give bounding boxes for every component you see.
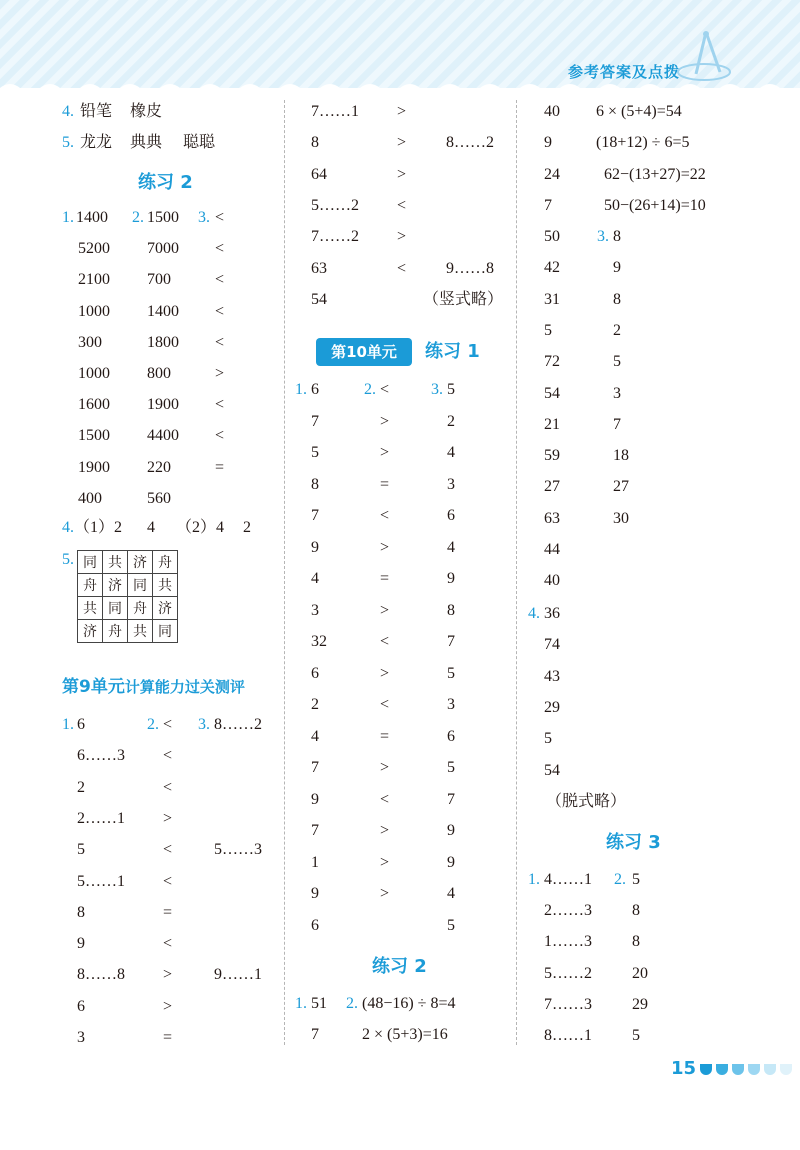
answer-cell: > bbox=[397, 228, 407, 246]
question-number: 1. bbox=[62, 209, 74, 226]
grid-cell: 济 bbox=[153, 597, 178, 620]
answer-cell: 74 bbox=[544, 636, 560, 654]
answer-cell: 5……3 bbox=[214, 841, 262, 859]
answer-cell: = bbox=[380, 570, 390, 587]
answer-cell: 560 bbox=[147, 489, 171, 507]
grid-cell: 同 bbox=[128, 574, 153, 597]
answer-cell: 2……1 bbox=[77, 809, 125, 827]
grid-cell: 舟 bbox=[153, 551, 178, 574]
answer-cell: 27 bbox=[544, 478, 560, 496]
answer-cell: 27 bbox=[613, 478, 629, 496]
answer-cell: 29 bbox=[632, 995, 648, 1013]
answer-cell: 8 bbox=[77, 903, 85, 921]
answer-cell: 2 bbox=[447, 412, 455, 430]
section-title-unit9 bbox=[62, 675, 245, 699]
question-number: 3. bbox=[198, 209, 210, 226]
answer-cell: 4……1 bbox=[544, 871, 592, 888]
answer-cell: 5 bbox=[447, 916, 455, 934]
answer-cell: > bbox=[215, 365, 225, 382]
answer-cell: 5 bbox=[544, 321, 552, 339]
question-number: 4. bbox=[528, 605, 540, 622]
grid-cell: 舟 bbox=[103, 620, 128, 643]
answer-cell: < bbox=[380, 507, 390, 524]
answer-cell: 220 bbox=[147, 458, 171, 476]
question-number: 2. bbox=[346, 995, 358, 1012]
column-divider-1 bbox=[284, 100, 285, 1045]
answer-cell: （竖式略） bbox=[423, 290, 504, 308]
answer-cell: 29 bbox=[544, 698, 560, 716]
answer-cell: < bbox=[163, 747, 173, 765]
answer-cell: 5 bbox=[613, 353, 621, 371]
answer-cell: 7……1 bbox=[311, 103, 359, 120]
ex2-q4-part1: （1）2 bbox=[74, 519, 123, 536]
answer-cell: 3 bbox=[613, 384, 621, 402]
answer-cell: 1……3 bbox=[544, 933, 592, 951]
grid-cell: 共 bbox=[103, 551, 128, 574]
answer-cell: 9 bbox=[311, 790, 319, 808]
section-title-ex2: 练习 2 bbox=[138, 172, 193, 193]
answer-cell: 8 bbox=[447, 601, 455, 619]
answer-cell: 300 bbox=[78, 333, 102, 351]
answer-cell: 8 bbox=[311, 134, 319, 152]
grid-cell: 舟 bbox=[78, 574, 103, 597]
answer-cell: 63 bbox=[311, 259, 327, 277]
answer-cell: 6 bbox=[77, 997, 85, 1015]
answer-cell: < bbox=[215, 427, 225, 445]
q5-answer: 典典 bbox=[130, 134, 163, 151]
answer-cell: 9 bbox=[447, 570, 455, 587]
answer-cell: 20 bbox=[632, 964, 648, 982]
ex2-q4-part2: （2）4 bbox=[176, 519, 225, 536]
answer-cell: 40 bbox=[544, 572, 560, 590]
answer-cell: > bbox=[380, 412, 390, 430]
section-title-ex3: 练习 3 bbox=[606, 832, 661, 853]
answer-cell: > bbox=[380, 822, 390, 839]
answer-cell: 9 bbox=[311, 538, 319, 556]
answer-cell: 800 bbox=[147, 365, 171, 382]
answer-cell: 7 bbox=[613, 415, 621, 433]
answer-cell: 54 bbox=[311, 290, 327, 308]
answer-cell: 1400 bbox=[76, 209, 108, 226]
q4-answer: 橡皮 bbox=[130, 103, 163, 120]
answer-cell: = bbox=[163, 1029, 173, 1046]
answer-cell: > bbox=[163, 809, 173, 827]
answer-cell: 6 bbox=[311, 916, 319, 934]
answer-cell: 43 bbox=[544, 667, 560, 685]
column-divider-2 bbox=[516, 100, 517, 1045]
answer-cell: 1600 bbox=[78, 396, 110, 414]
answer-cell: < bbox=[163, 841, 173, 859]
header-wave bbox=[0, 80, 800, 88]
answer-cell: 9 bbox=[311, 885, 319, 902]
question-number: 3. bbox=[198, 716, 210, 733]
answer-cell: < bbox=[163, 778, 173, 796]
answer-cell: 5 bbox=[447, 664, 455, 682]
answer-cell: < bbox=[397, 196, 407, 214]
answer-cell: > bbox=[380, 885, 390, 902]
q5-number: 5. bbox=[62, 134, 74, 151]
answer-cell: 1000 bbox=[78, 302, 110, 320]
q5-answer: 聪聪 bbox=[183, 134, 216, 151]
answer-cell: < bbox=[163, 716, 173, 733]
question-number: 1. bbox=[295, 381, 307, 398]
answer-cell: < bbox=[215, 240, 225, 258]
answer-cell: 7……3 bbox=[544, 995, 592, 1013]
answer-cell: 2 bbox=[613, 321, 621, 339]
ex2-q4-number: 4. bbox=[62, 519, 74, 536]
answer-cell: 8 bbox=[632, 933, 640, 951]
answer-cell: 6 bbox=[447, 507, 455, 524]
answer-cell: 5 bbox=[632, 871, 640, 888]
answer-cell: 5 bbox=[447, 759, 455, 776]
answer-cell: < bbox=[215, 302, 225, 320]
answer-cell: 9……8 bbox=[446, 259, 494, 277]
answer-cell: 9 bbox=[447, 822, 455, 839]
answer-cell: = bbox=[380, 727, 390, 745]
answer-cell: 9 bbox=[77, 935, 85, 953]
answer-cell: 3 bbox=[447, 475, 455, 493]
answer-cell: < bbox=[380, 790, 390, 808]
answer-cell: > bbox=[397, 165, 407, 183]
grid-cell: 共 bbox=[153, 574, 178, 597]
unit9-label: 第9单元 bbox=[62, 677, 125, 697]
answer-cell: 1400 bbox=[147, 302, 179, 320]
answer-cell: 5 bbox=[447, 381, 455, 398]
question-number: 1. bbox=[528, 871, 540, 888]
q4-answer: 铅笔 bbox=[80, 103, 113, 120]
answer-cell: 1500 bbox=[147, 209, 179, 226]
grid-cell: 共 bbox=[78, 597, 103, 620]
answer-cell: 2 bbox=[311, 696, 319, 713]
ex2-q4-part1b: 4 bbox=[147, 519, 155, 536]
answer-cell: 72 bbox=[544, 353, 560, 371]
answer-cell: 7 bbox=[311, 1026, 319, 1043]
grid-cell: 济 bbox=[78, 620, 103, 643]
answer-cell: 4 bbox=[447, 885, 455, 902]
answer-cell: 31 bbox=[544, 290, 560, 308]
answer-cell: > bbox=[380, 601, 390, 619]
answer-cell: < bbox=[163, 935, 173, 953]
answer-cell: 62−(13+27)=22 bbox=[604, 165, 706, 183]
q5-answer: 龙龙 bbox=[80, 134, 113, 151]
answer-cell: 30 bbox=[613, 509, 629, 527]
answer-cell: > bbox=[380, 853, 390, 871]
compass-icon bbox=[676, 28, 736, 88]
answer-cell: > bbox=[380, 759, 390, 776]
grid-cell: 舟 bbox=[128, 597, 153, 620]
question-number: 2. bbox=[147, 716, 159, 733]
answer-cell: 2……3 bbox=[544, 902, 592, 920]
answer-cell: > bbox=[397, 134, 407, 152]
answer-cell: 64 bbox=[311, 165, 327, 183]
answer-cell: (48−16) ÷ 8=4 bbox=[362, 995, 456, 1012]
answer-cell: 5 bbox=[544, 730, 552, 748]
answer-cell: 700 bbox=[147, 271, 171, 289]
grid-cell: 济 bbox=[128, 551, 153, 574]
answer-cell: 400 bbox=[78, 489, 102, 507]
answer-cell: 5 bbox=[632, 1027, 640, 1044]
answer-cell: < bbox=[215, 271, 225, 289]
answer-cell: < bbox=[215, 209, 225, 226]
answer-cell: 5……2 bbox=[544, 964, 592, 982]
answer-cell: > bbox=[380, 664, 390, 682]
answer-cell: 54 bbox=[544, 761, 560, 779]
answer-cell: 2 × (5+3)=16 bbox=[362, 1026, 448, 1043]
answer-cell: 54 bbox=[544, 384, 560, 402]
unit10-badge: 第10单元 bbox=[316, 338, 412, 366]
answer-cell: < bbox=[380, 633, 390, 650]
answer-cell: 4 bbox=[447, 444, 455, 461]
answer-cell: > bbox=[397, 103, 407, 120]
answer-cell: 6 bbox=[447, 727, 455, 745]
answer-cell: 3 bbox=[311, 601, 319, 619]
header-banner bbox=[0, 0, 800, 88]
answer-cell: 21 bbox=[544, 415, 560, 433]
answer-cell: 32 bbox=[311, 633, 327, 650]
answer-cell: 1000 bbox=[78, 365, 110, 382]
unit9-subtitle: 计算能力过关测评 bbox=[124, 678, 245, 696]
answer-cell: < bbox=[215, 333, 225, 351]
answer-cell: 5……2 bbox=[311, 196, 359, 214]
answer-cell: 59 bbox=[544, 447, 560, 465]
grid-cell: 济 bbox=[103, 574, 128, 597]
answer-cell: 5200 bbox=[78, 240, 110, 258]
question-number: 3. bbox=[431, 381, 443, 398]
answer-cell: = bbox=[163, 903, 173, 921]
answer-cell: < bbox=[163, 872, 173, 890]
answer-cell: > bbox=[163, 997, 173, 1015]
answer-cell: 1900 bbox=[147, 396, 179, 414]
question-number: 2. bbox=[614, 871, 626, 888]
answer-cell: 7 bbox=[311, 412, 319, 430]
answer-cell: > bbox=[380, 538, 390, 556]
answer-cell: 6 bbox=[311, 381, 319, 398]
section-title-ex2b: 练习 2 bbox=[372, 956, 427, 977]
answer-cell: 1900 bbox=[78, 458, 110, 476]
answer-cell: 7 bbox=[311, 822, 319, 839]
answer-cell: 8……2 bbox=[214, 716, 262, 733]
question-number: 2. bbox=[132, 209, 144, 226]
answer-cell: 42 bbox=[544, 259, 560, 277]
grid-cell: 同 bbox=[153, 620, 178, 643]
ex2-q5-number: 5. bbox=[62, 551, 74, 568]
answer-cell: 4 bbox=[311, 727, 319, 745]
answer-cell: 1 bbox=[311, 853, 319, 871]
answer-cell: 24 bbox=[544, 165, 560, 183]
answer-cell: (18+12) ÷ 6=5 bbox=[596, 134, 690, 152]
answer-cell: 6……3 bbox=[77, 747, 125, 765]
answer-cell: 44 bbox=[544, 541, 560, 558]
answer-cell: 50−(26+14)=10 bbox=[604, 196, 706, 214]
answer-cell: 1800 bbox=[147, 333, 179, 351]
question-number: 1. bbox=[62, 716, 74, 733]
answer-cell: 36 bbox=[544, 605, 560, 622]
answer-cell: 4 bbox=[311, 570, 319, 587]
answer-cell: 7 bbox=[447, 633, 455, 650]
header-title: 参考答案及点拨 bbox=[567, 63, 680, 81]
answer-cell: 8 bbox=[613, 228, 621, 245]
answer-cell: 51 bbox=[311, 995, 327, 1012]
answer-cell: 8……8 bbox=[77, 966, 125, 984]
answer-cell: < bbox=[215, 396, 225, 414]
answer-cell: 3 bbox=[77, 1029, 85, 1046]
answer-cell: < bbox=[380, 381, 390, 398]
question-number: 3. bbox=[597, 228, 609, 245]
answer-cell: 9 bbox=[613, 259, 621, 277]
answer-cell: 2100 bbox=[78, 271, 110, 289]
answer-cell: 3 bbox=[447, 696, 455, 713]
answer-cell: 7 bbox=[447, 790, 455, 808]
answer-cell: < bbox=[397, 259, 407, 277]
answer-cell: 40 bbox=[544, 103, 560, 120]
answer-cell: 6 bbox=[77, 716, 85, 733]
answer-cell: 8 bbox=[632, 902, 640, 920]
answer-cell: 7 bbox=[311, 759, 319, 776]
answer-cell: 8……1 bbox=[544, 1027, 592, 1044]
character-grid bbox=[77, 550, 178, 643]
answer-cell: > bbox=[163, 966, 173, 984]
answer-cell: 6 × (5+4)=54 bbox=[596, 103, 682, 120]
question-number: 1. bbox=[295, 995, 307, 1012]
answer-cell: = bbox=[215, 458, 225, 476]
note-text: （脱式略） bbox=[546, 793, 627, 810]
answer-cell: < bbox=[380, 696, 390, 713]
page-number: 15 bbox=[671, 1058, 697, 1079]
q4-number: 4. bbox=[62, 103, 74, 120]
answer-cell: 50 bbox=[544, 228, 560, 245]
grid-cell: 同 bbox=[78, 551, 103, 574]
answer-cell: 4400 bbox=[147, 427, 179, 445]
answer-cell: 2 bbox=[77, 778, 85, 796]
answer-cell: 7 bbox=[544, 196, 552, 214]
answer-cell: 7000 bbox=[147, 240, 179, 258]
answer-cell: 9……1 bbox=[214, 966, 262, 984]
question-number: 2. bbox=[364, 381, 376, 398]
answer-cell: 9 bbox=[447, 853, 455, 871]
answer-cell: 1500 bbox=[78, 427, 110, 445]
answer-cell: 9 bbox=[544, 134, 552, 152]
answer-cell: > bbox=[380, 444, 390, 461]
answer-cell: 4 bbox=[447, 538, 455, 556]
answer-cell: 5 bbox=[311, 444, 319, 461]
answer-cell: 8 bbox=[613, 290, 621, 308]
answer-cell: 7……2 bbox=[311, 228, 359, 246]
answer-cell: 6 bbox=[311, 664, 319, 682]
grid-cell: 同 bbox=[103, 597, 128, 620]
answer-cell: 5 bbox=[77, 841, 85, 859]
answer-cell: 5……1 bbox=[77, 872, 125, 890]
ex2-q4-part2b: 2 bbox=[243, 519, 251, 536]
answer-cell: 63 bbox=[544, 509, 560, 527]
answer-cell: 7 bbox=[311, 507, 319, 524]
grid-cell: 共 bbox=[128, 620, 153, 643]
answer-cell: 18 bbox=[613, 447, 629, 465]
section-title-unit10-ex1: 练习 1 bbox=[425, 341, 480, 362]
answer-cell: = bbox=[380, 475, 390, 493]
answer-cell: 8 bbox=[311, 475, 319, 493]
answer-cell: 8……2 bbox=[446, 134, 494, 152]
